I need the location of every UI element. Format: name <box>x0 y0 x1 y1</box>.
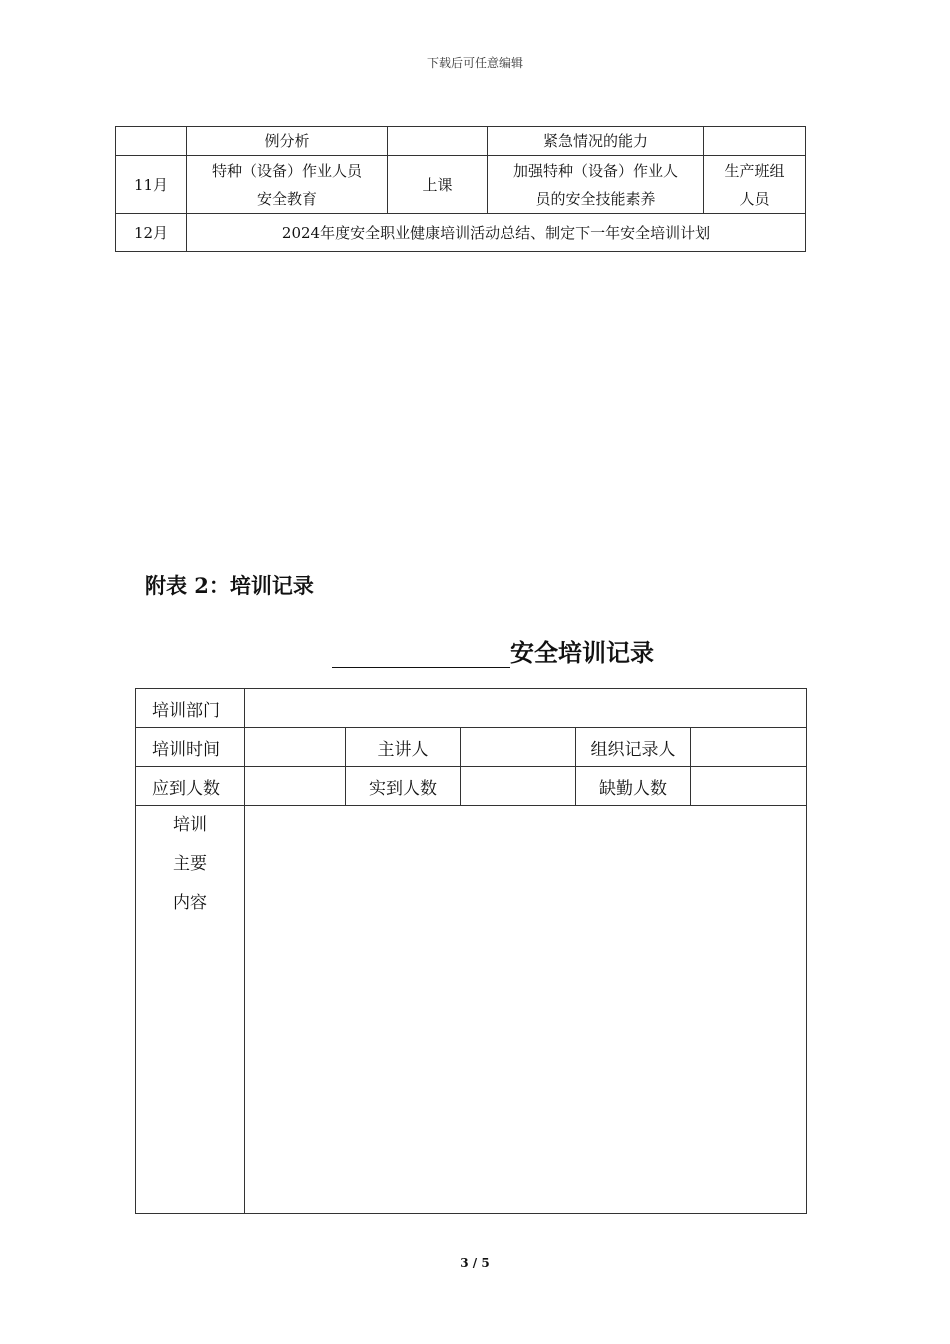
time-label: 培训时间 <box>136 728 245 767</box>
content-field[interactable] <box>245 806 807 1214</box>
content-label <box>136 806 245 1214</box>
cell-month: 12月 <box>116 214 187 252</box>
cell-month: 11月 <box>116 156 187 214</box>
cell-goal-line: 加强特种（设备）作业人 <box>512 161 678 180</box>
organizer-field[interactable] <box>691 728 807 767</box>
speaker-field[interactable] <box>461 728 576 767</box>
table-row <box>116 127 806 156</box>
dept-label: 培训部门 <box>136 689 245 728</box>
time-field[interactable] <box>245 728 346 767</box>
cell-audience-line: 人员 <box>739 189 770 208</box>
organizer-label: 组织记录人 <box>576 728 691 767</box>
expected-field[interactable] <box>245 767 346 806</box>
cell-topic: 例分析 <box>187 127 388 156</box>
title-blank-line[interactable] <box>332 641 510 668</box>
content-label-line: 主要 <box>173 854 207 874</box>
record-title <box>332 633 772 668</box>
cell-audience <box>704 127 806 156</box>
absent-label: 缺勤人数 <box>576 767 691 806</box>
expected-label: 应到人数 <box>136 767 245 806</box>
actual-field[interactable] <box>461 767 576 806</box>
content-label-line: 培训 <box>173 815 207 835</box>
cell-month <box>116 127 187 156</box>
cell-audience-line: 生产班组 <box>724 161 785 180</box>
table-row <box>136 689 807 728</box>
table-row <box>136 806 807 1214</box>
content-label-line: 内容 <box>173 893 207 913</box>
table-row <box>116 156 806 214</box>
speaker-label: 主讲人 <box>346 728 461 767</box>
training-record-table <box>135 688 807 1214</box>
table-row <box>136 728 807 767</box>
dept-field[interactable] <box>245 689 807 728</box>
page-number: 3 / 5 <box>460 1256 490 1270</box>
actual-label: 实到人数 <box>346 767 461 806</box>
appendix-heading: 附表 2：培训记录 <box>145 573 314 598</box>
cell-audience <box>704 156 806 214</box>
cell-method <box>388 127 488 156</box>
table-row <box>136 767 807 806</box>
table-row <box>116 214 806 252</box>
cell-goal <box>488 156 704 214</box>
training-plan-table <box>115 126 806 252</box>
cell-method: 上课 <box>388 156 488 214</box>
header-note: 下载后可任意编辑 <box>426 56 523 70</box>
cell-goal-line: 员的安全技能素养 <box>535 189 656 208</box>
cell-goal: 紧急情况的能力 <box>488 127 704 156</box>
cell-summary: 2024年度安全职业健康培训活动总结、制定下一年安全培训计划 <box>187 214 806 252</box>
cell-topic <box>187 156 388 214</box>
absent-field[interactable] <box>691 767 807 806</box>
cell-topic-line: 特种（设备）作业人员 <box>211 161 362 180</box>
record-title-text: 安全培训记录 <box>510 638 654 667</box>
cell-topic-line: 安全教育 <box>256 189 317 208</box>
